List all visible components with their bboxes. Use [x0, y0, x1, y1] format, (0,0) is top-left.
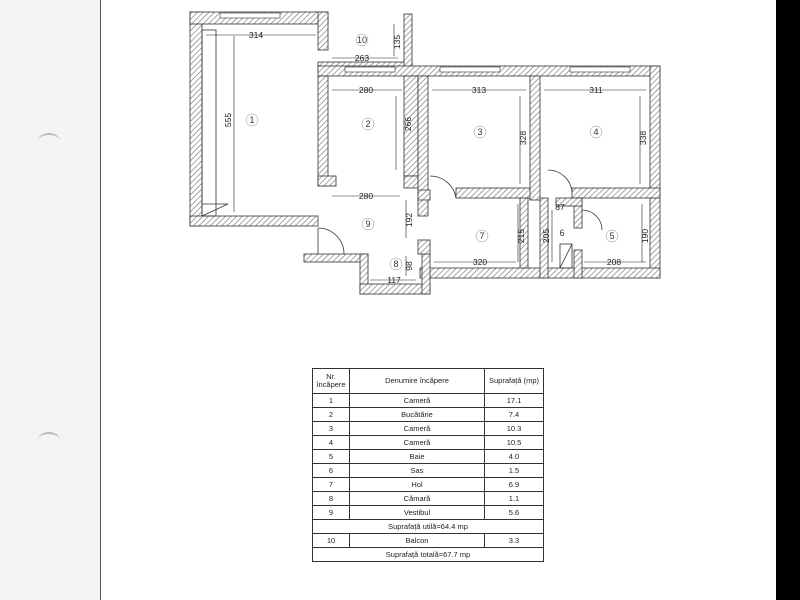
dim-label: 555 [223, 112, 233, 128]
room-number-4: 4 [593, 127, 599, 137]
cell-nr: 7 [313, 478, 350, 492]
table-row [313, 534, 544, 548]
dim-label: 280 [358, 191, 374, 201]
cell-area: 10.3 [485, 422, 544, 436]
table-row [313, 394, 544, 408]
dim-label: 313 [471, 85, 487, 95]
cell-nr: 10 [313, 534, 350, 548]
useful-area-text: Suprafață utilă=64.4 mp [313, 520, 544, 534]
header-name: Denumire încăpere [350, 369, 485, 394]
table-row [313, 506, 544, 520]
cell-name: Balcon [350, 534, 485, 548]
header-area: Suprafață (mp) [485, 369, 544, 394]
table-row [313, 408, 544, 422]
room-number-9: 9 [365, 219, 371, 229]
cell-name: Hol [350, 478, 485, 492]
dim-label: 117 [387, 275, 401, 285]
room-number-6: 6 [559, 228, 565, 238]
dim-label: 314 [248, 30, 264, 40]
cell-nr: 6 [313, 464, 350, 478]
cell-name: Cameră [350, 436, 485, 450]
dim-label: 205 [541, 228, 551, 244]
table-row [313, 464, 544, 478]
dim-label: 338 [638, 130, 648, 146]
dim-label: 98 [404, 261, 414, 271]
cell-name: Cameră [350, 422, 485, 436]
cell-area: 5.6 [485, 506, 544, 520]
cell-name: Vestibul [350, 506, 485, 520]
dim-label: 192 [404, 212, 414, 228]
table-row [313, 450, 544, 464]
room-number-1: 1 [249, 115, 255, 125]
cell-area: 10.5 [485, 436, 544, 450]
room-number-2: 2 [365, 119, 371, 129]
total-area-text: Suprafață totală=67.7 mp [313, 548, 544, 562]
dim-label: 320 [472, 257, 488, 267]
cell-area: 7.4 [485, 408, 544, 422]
cell-nr: 8 [313, 492, 350, 506]
room-number-7: 7 [479, 231, 485, 241]
cell-name: Cămară [350, 492, 485, 506]
cell-area: 1.1 [485, 492, 544, 506]
dim-label: 311 [589, 85, 603, 95]
table-row [313, 492, 544, 506]
room-number-10: 10 [356, 35, 368, 45]
cell-name: Sas [350, 464, 485, 478]
table-row [313, 422, 544, 436]
dim-label: 215 [516, 228, 526, 244]
table-row [313, 436, 544, 450]
cell-area: 17.1 [485, 394, 544, 408]
cell-name: Bucătărie [350, 408, 485, 422]
cell-nr: 9 [313, 506, 350, 520]
dim-label: 266 [403, 116, 413, 132]
dim-label: 190 [640, 228, 650, 244]
header-nr: Nr. încăpere [313, 369, 350, 394]
cell-area: 1.5 [485, 464, 544, 478]
cell-name: Cameră [350, 394, 485, 408]
useful-area-row [313, 520, 544, 534]
room-number-8: 8 [393, 259, 399, 269]
dim-label: 208 [606, 257, 622, 267]
room-number-3: 3 [477, 127, 483, 137]
total-area-row [313, 548, 544, 562]
cell-nr: 4 [313, 436, 350, 450]
rooms-table [312, 368, 544, 562]
dim-label: 135 [392, 34, 402, 50]
cell-nr: 5 [313, 450, 350, 464]
walls [190, 12, 660, 294]
cell-area: 4.0 [485, 450, 544, 464]
dim-label: 280 [358, 85, 374, 95]
dim-label: 87 [555, 202, 565, 212]
table-row [313, 478, 544, 492]
cell-name: Baie [350, 450, 485, 464]
cell-area: 6.9 [485, 478, 544, 492]
dim-label: 328 [518, 130, 528, 146]
dim-label: 263 [354, 53, 370, 63]
room-number-5: 5 [609, 231, 615, 241]
cell-nr: 2 [313, 408, 350, 422]
cell-nr: 3 [313, 422, 350, 436]
cell-nr: 1 [313, 394, 350, 408]
table-header-row [313, 369, 544, 394]
cell-area: 3.3 [485, 534, 544, 548]
